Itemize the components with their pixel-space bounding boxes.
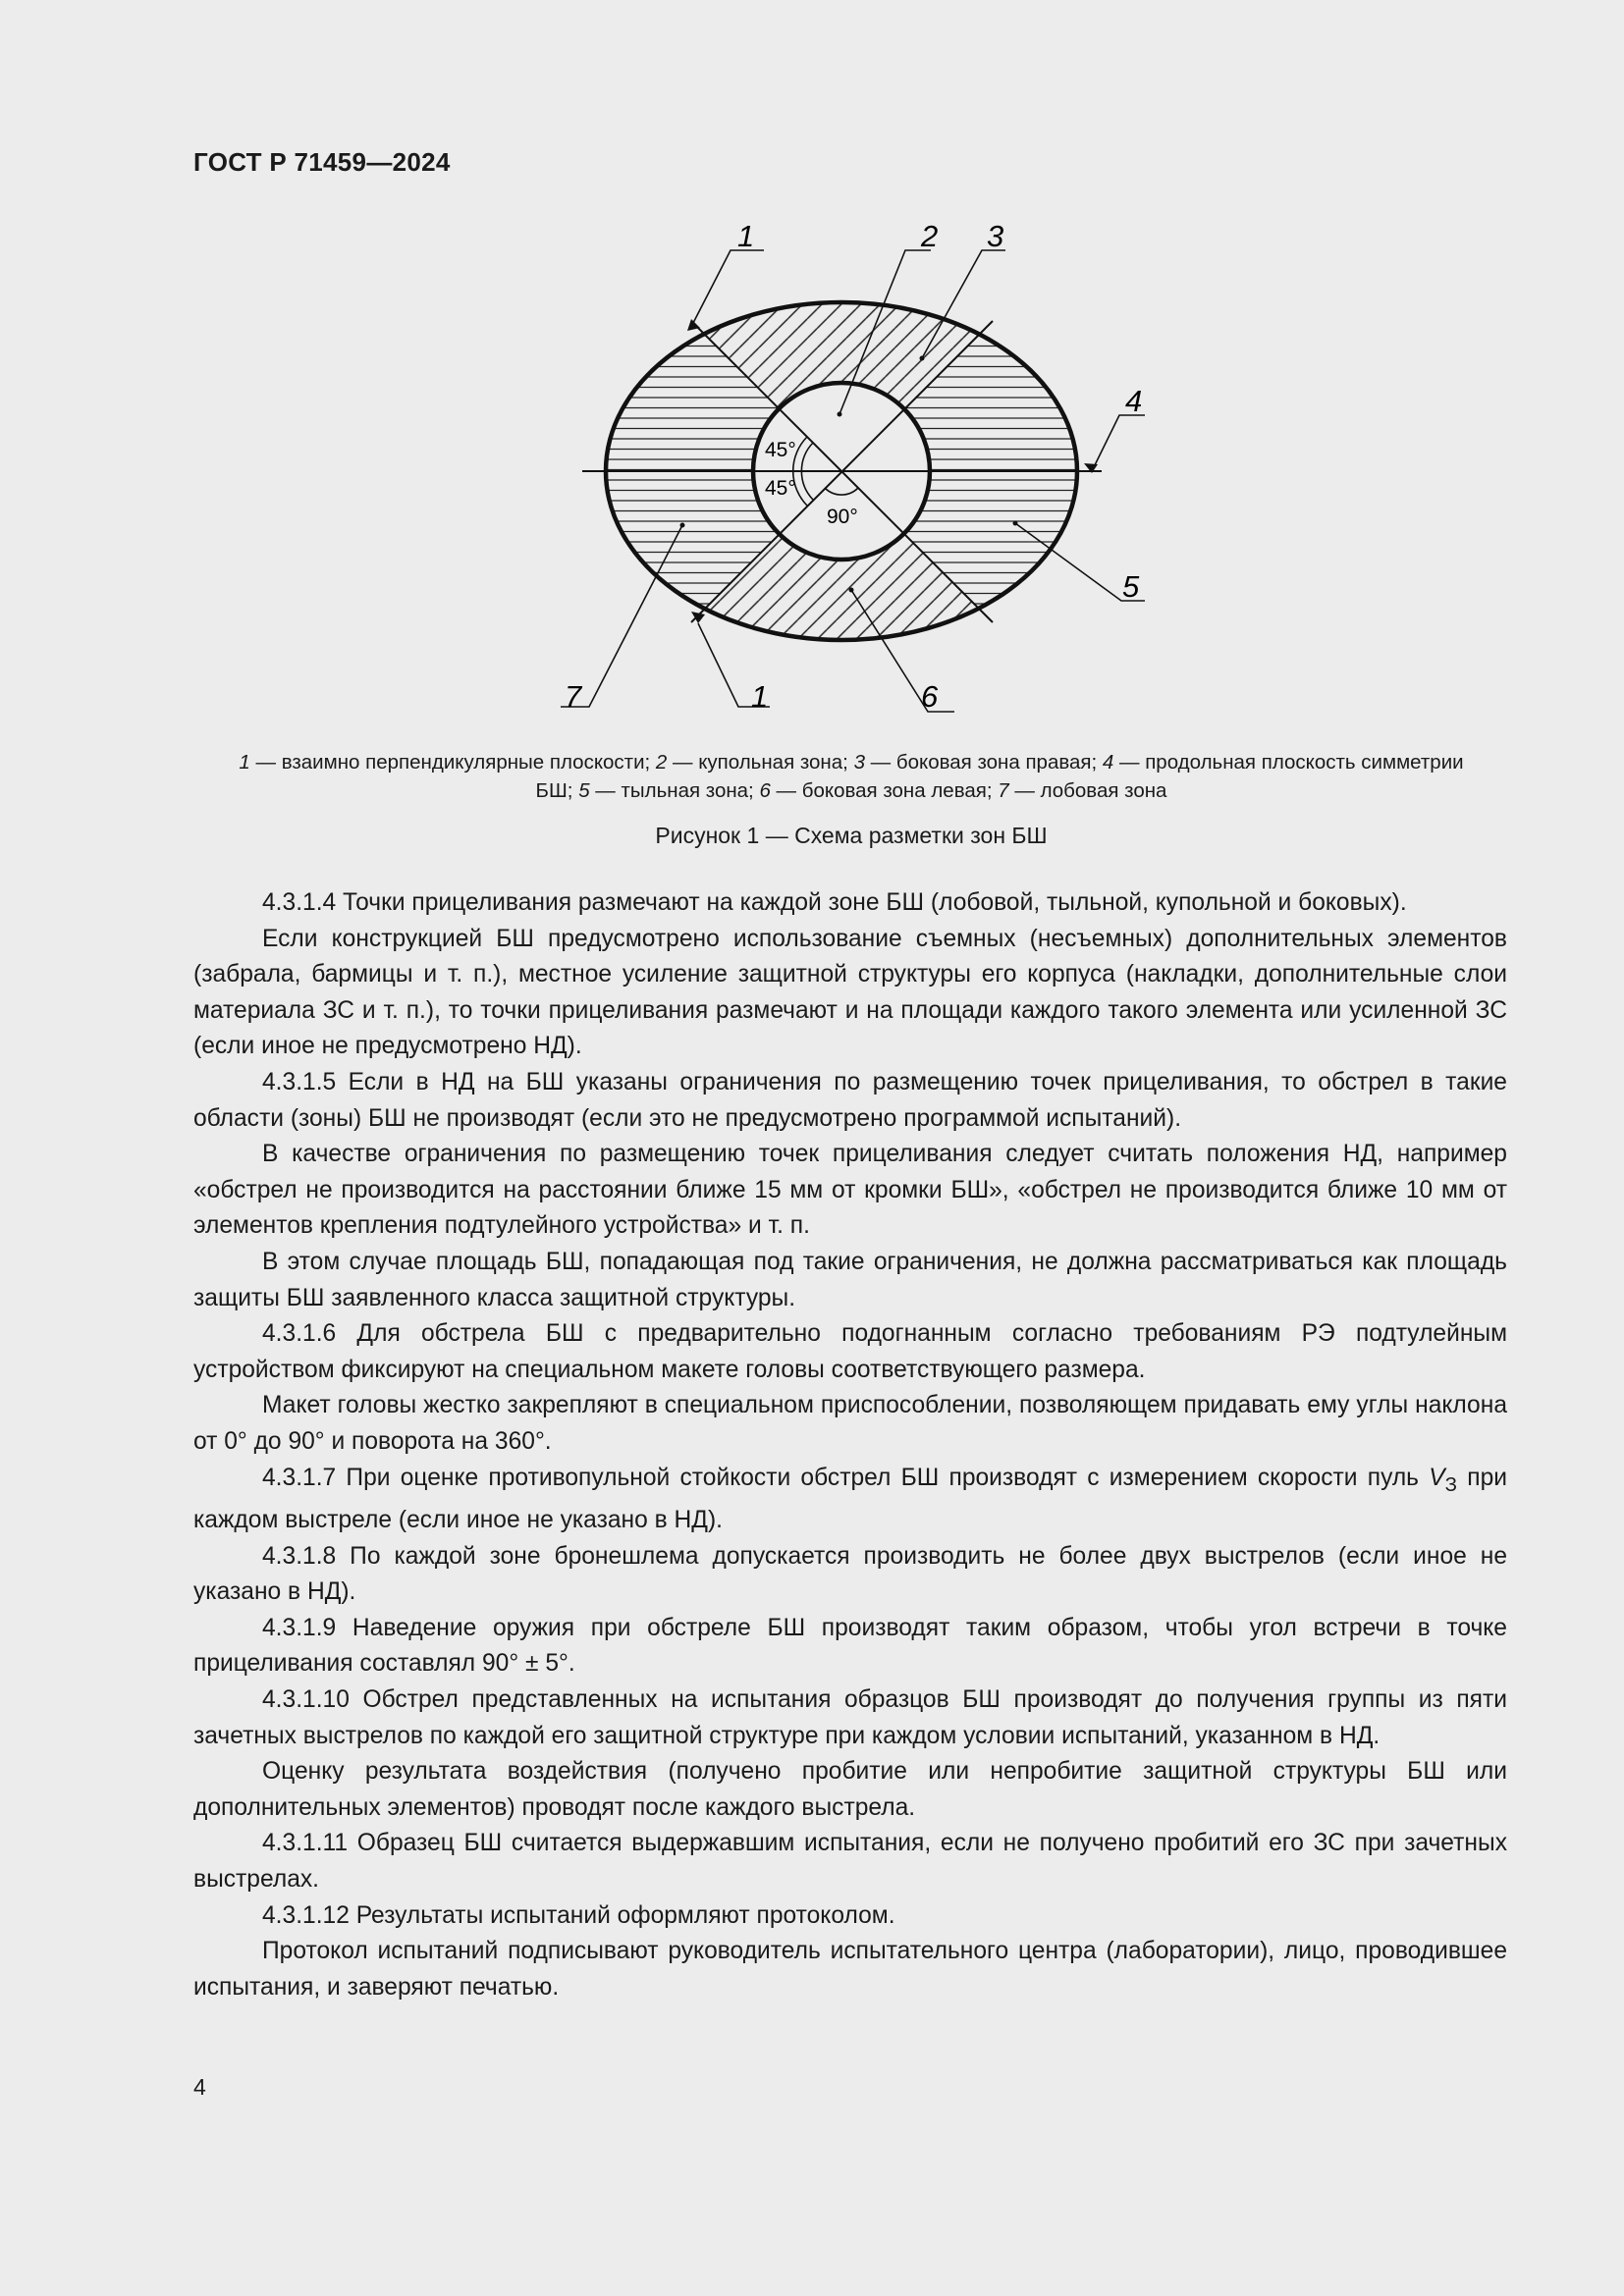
figure-zone-scheme xyxy=(0,211,1624,721)
paragraph: 4.3.1.11 Образец БШ считается выдержавшим испытания, если не получено пробитий его ЗС при зачетных выстрелах. xyxy=(193,1830,1507,1893)
figure-legend xyxy=(193,748,1509,805)
paragraph: Оценку результата воздействия (получено пробитие или непробитие защитной структуры БШ или дополнительных элементов) проводят после каждого выстрела. xyxy=(193,1758,1507,1821)
paragraph: 4.3.1.5 Если в НД на БШ указаны ограничения по размещению точек прицеливания, то обстрел в такие области (зоны) БШ не производят (если это не предусмотрено программой испытаний). xyxy=(193,1068,1507,1132)
angle-label-45-upper: 45° xyxy=(765,439,796,461)
paragraph: В этом случае площадь БШ, попадающая под такие ограничения, не должна рассматриваться как площадь защиты БШ заявленного класса защитной структуры. xyxy=(193,1248,1507,1311)
paragraph: 4.3.1.12 Результаты испытаний оформляют протоколом. xyxy=(262,1901,895,1929)
callout-4: 4 xyxy=(1125,384,1143,418)
paragraph: 4.3.1.9 Наведение оружия при обстреле БШ производят таким образом, чтобы угол встречи в точке прицеливания составлял 90° ± 5°. xyxy=(193,1614,1507,1678)
legend-item: 1 — взаимно перпендикулярные плоскости; xyxy=(239,751,656,774)
paragraph: В качестве ограничения по размещению точек прицеливания следует считать положения НД, например «обстрел не производится на расстоянии ближе 15 мм от кромки БШ», «обстрел не производится ближе 10 мм от элементов крепления подтулейного устройства» и т. п. xyxy=(193,1141,1507,1240)
page-number: 4 xyxy=(193,2074,206,2100)
legend-item: 2 — купольная зона; xyxy=(655,751,854,774)
angle-label-90: 90° xyxy=(827,506,858,528)
paragraph: 4.3.1.8 По каждой зоне бронешлема допускается производить не более двух выстрелов (если иное не указано в НД). xyxy=(193,1542,1507,1606)
callout-1-bottom: 1 xyxy=(751,679,769,714)
figure-caption: Рисунок 1 — Схема разметки зон БШ xyxy=(655,823,1048,848)
callout-2: 2 xyxy=(921,219,939,253)
callout-7: 7 xyxy=(565,679,582,714)
document-header: ГОСТ Р 71459—2024 xyxy=(193,147,451,177)
angle-label-45-lower: 45° xyxy=(765,477,796,500)
paragraph: Протокол испытаний подписывают руководитель испытательного центра (лаборатории), лицо, проводившее испытания, и заверяют печатью. xyxy=(193,1938,1507,2001)
legend-line-2: БШ; 5 — тыльная зона; 6 — боковая зона левая; 7 — лобовая зона xyxy=(535,779,1167,802)
legend-item: 5 — тыльная зона; xyxy=(578,779,760,802)
paragraph: Если конструкцией БШ предусмотрено использование съемных (несъемных) дополнительных элементов (забрала, бармицы и т. п.), местное усиление защитной структуры его корпуса (накладки, дополнительные слои материала ЗС и т. п.), то точки прицеливания размечают и на площади каждого такого элемента или усиленной ЗС (если иное не предусмотрено НД). xyxy=(193,925,1507,1060)
paragraph: Макет головы жестко закрепляют в специальном приспособлении, позволяющем придавать ему углы наклона от 0° до 90° и поворота на 360°. xyxy=(193,1392,1507,1455)
paragraph: 4.3.1.10 Обстрел представленных на испытания образцов БШ производят до получения группы из пяти зачетных выстрелов по каждой его защитной структуре при каждом условии испытаний, указанном в НД. xyxy=(193,1685,1507,1749)
legend-item: 3 — боковая зона правая; xyxy=(853,751,1103,774)
legend-item: 6 — боковая зона левая; xyxy=(759,779,999,802)
callout-6: 6 xyxy=(921,679,939,714)
paragraph: 4.3.1.6 Для обстрела БШ с предварительно подогнанным согласно требованиям РЭ подтулейным устройством фиксируют на специальном макете головы соответствующего размера. xyxy=(193,1320,1507,1383)
paragraph: 4.3.1.7 При оценке противопульной стойкости обстрел БШ производят с измерением скорости пуль $V_З$ при каждом выстреле (если иное не указано в НД). xyxy=(193,1464,1507,1533)
body-text xyxy=(193,885,1507,2005)
callout-1-top: 1 xyxy=(737,219,755,253)
zone-diagram xyxy=(0,211,1624,721)
callout-3: 3 xyxy=(987,219,1004,253)
legend-line-1 xyxy=(193,748,1509,776)
callout-5: 5 xyxy=(1122,569,1140,604)
paragraph: 4.3.1.4 Точки прицеливания размечают на каждой зоне БШ (лобовой, тыльной, купольной и боковых). xyxy=(262,889,1407,916)
legend-item: 4 — продольная плоскость симметрии xyxy=(1102,751,1464,774)
legend-item: 7 — лобовая зона xyxy=(998,779,1167,802)
